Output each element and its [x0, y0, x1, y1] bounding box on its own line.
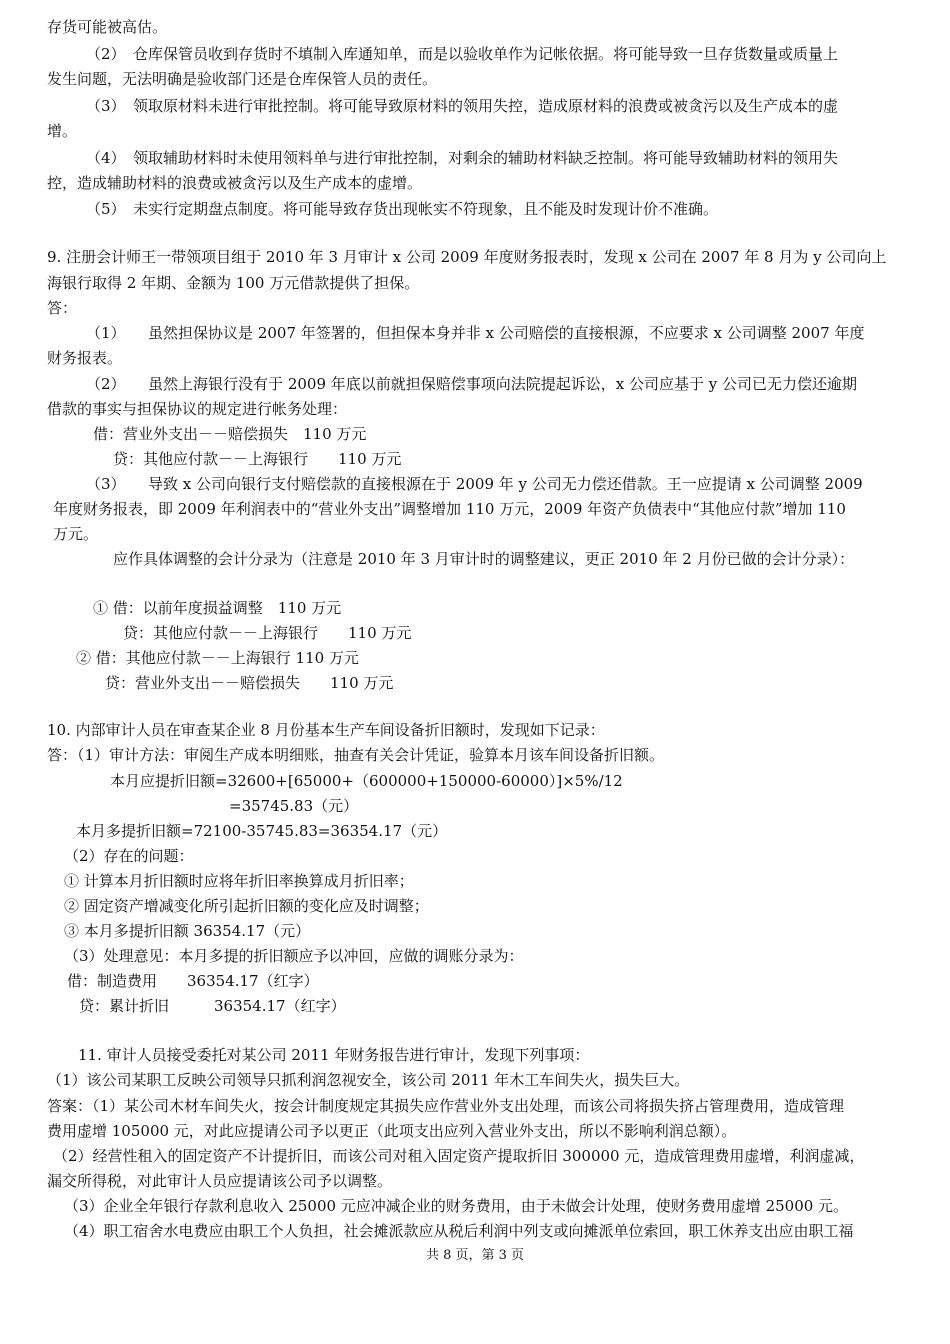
text-line: （3） 导致 x 公司向银行支付赔偿款的直接根源在于 2009 年 y 公司无力偿还借款。王一应提请 x 公司调整 2009: [86, 475, 863, 493]
text-line: 财务报表。: [47, 349, 123, 367]
text-line: ③ 本月多提折旧额 36354.17（元）: [64, 922, 311, 940]
text-line: ② 固定资产增减变化所引起折旧额的变化应及时调整；: [64, 897, 429, 915]
answer-label: 答：: [47, 299, 78, 317]
journal-entry-credit: 贷：其他应付款－－上海银行 110 万元: [123, 624, 412, 642]
question-9-title: 9. 注册会计师王一带领项目组于 2010 年 3 月审计 x 公司 2009 年度财务报表时，发现 x 公司在 2007 年 8 月为 y 公司向上: [47, 248, 887, 266]
text-line: 费用虚增 105000 元，对此应提请公司予以更正（此项支出应列入营业外支出，所以不影响利润总额）。: [47, 1122, 737, 1140]
formula-line: 本月多提折旧额=72100-35745.83=36354.17（元）: [76, 822, 448, 840]
text-line: 漏交所得税，对此审计人员应提请该公司予以调整。: [47, 1172, 393, 1190]
text-line: （1）该公司某职工反映公司领导只抓利润忽视安全，该公司 2011 年木工车间失火，损失巨大。: [47, 1071, 690, 1089]
text-line: （5） 未实行定期盘点制度。将可能导致存货出现帐实不符现象，且不能及时发现计价不准确。: [86, 200, 719, 218]
journal-entry-credit: 贷：其他应付款－－上海银行 110 万元: [113, 450, 402, 468]
text-line: 答案：（1）某公司木材车间失火，按会计制度规定其损失应作营业外支出处理，而该公司将损失挤占管理费用，造成管理: [47, 1097, 845, 1115]
journal-entry-credit: 贷：累计折旧 36354.17（红字）: [79, 997, 346, 1015]
text-line: 存货可能被高估。: [47, 18, 168, 36]
text-line: （3）处理意见：本月多提的折旧额应予以冲回，应做的调账分录为：: [64, 947, 524, 965]
text-line: （2）存在的问题：: [64, 847, 194, 865]
text-line: （4） 领取辅助材料时未使用领料单与进行审批控制，对剩余的辅助材料缺乏控制。将可能导致辅助材料的领用失: [86, 149, 839, 167]
journal-entry-debit: 借：营业外支出－－赔偿损失 110 万元: [93, 425, 367, 443]
text-line: （2） 仓库保管员收到存货时不填制入库通知单，而是以验收单作为记帐依据。将可能导致一旦存货数量或质量上: [86, 45, 839, 63]
text-line: 答：（1）审计方法：审阅生产成本明细账，抽查有关会计凭证，验算本月该车间设备折旧额。: [47, 746, 665, 764]
text-line: 海银行取得 2 年期、金额为 100 万元借款提供了担保。: [47, 274, 420, 292]
text-line: ① 计算本月折旧额时应将年折旧率换算成月折旧率；: [64, 872, 414, 890]
text-line: （4）职工宿舍水电费应由职工个人负担，社会摊派款应从税后利润中列支或向摊派单位索回，职工休养支出应由职工福: [64, 1222, 854, 1240]
journal-entry-debit: 借：制造费用 36354.17（红字）: [67, 972, 319, 990]
text-line: （3）企业全年银行存款利息收入 25000 元应冲减企业的财务费用，由于未做会计处理，使财务费用虚增 25000 元。: [64, 1197, 849, 1215]
text-line: 借款的事实与担保协议的规定进行帐务处理：: [47, 400, 348, 418]
journal-entry-debit: ② 借：其他应付款－－上海银行 110 万元: [76, 649, 359, 667]
page-footer: 共 8 页，第 3 页: [425, 1248, 525, 1263]
journal-entry-credit: 贷：营业外支出－－赔偿损失 110 万元: [105, 674, 394, 692]
text-line: （2）经营性租入的固定资产不计提折旧，而该公司对租入固定资产提取折旧 300000 元，造成管理费用虚增，利润虚减，: [53, 1147, 865, 1165]
question-11-title: 11. 审计人员接受委托对某公司 2011 年财务报告进行审计，发现下列事项：: [78, 1046, 590, 1064]
text-line: 万元。: [53, 525, 99, 543]
text-line: 年度财务报表，即 2009 年利润表中的“营业外支出”调整增加 110 万元，2009 年资产负债表中“其他应付款”增加 110: [53, 500, 846, 518]
text-line: （2） 虽然上海银行没有于 2009 年底以前就担保赔偿事项向法院提起诉讼，x 公司应基于 y 公司已无力偿还逾期: [86, 375, 857, 393]
text-line: 增。: [47, 122, 78, 140]
text-line: （3） 领取原材料未进行审批控制。将可能导致原材料的领用失控，造成原材料的浪费或被贪污以及生产成本的虚: [86, 97, 839, 115]
text-line: 应作具体调整的会计分录为（注意是 2010 年 3 月审计时的调整建议，更正 2010 年 2 月份已做的会计分录）：: [113, 550, 855, 568]
formula-line: 本月应提折旧额=32600+[65000+（600000+150000-60000）]×5%/12: [110, 772, 623, 790]
text-line: （1） 虽然担保协议是 2007 年签署的，但担保本身并非 x 公司赔偿的直接根源，不应要求 x 公司调整 2007 年度: [86, 324, 865, 342]
question-10-title: 10. 内部审计人员在审查某企业 8 月份基本生产车间设备折旧额时，发现如下记录：: [47, 721, 605, 739]
journal-entry-debit: ① 借：以前年度损益调整 110 万元: [93, 599, 342, 617]
text-line: 发生问题，无法明确是验收部门还是仓库保管人员的责任。: [47, 70, 438, 88]
text-line: 控，造成辅助材料的浪费或被贪污以及生产成本的虚增。: [47, 174, 423, 192]
formula-line: =35745.83（元）: [229, 797, 359, 815]
